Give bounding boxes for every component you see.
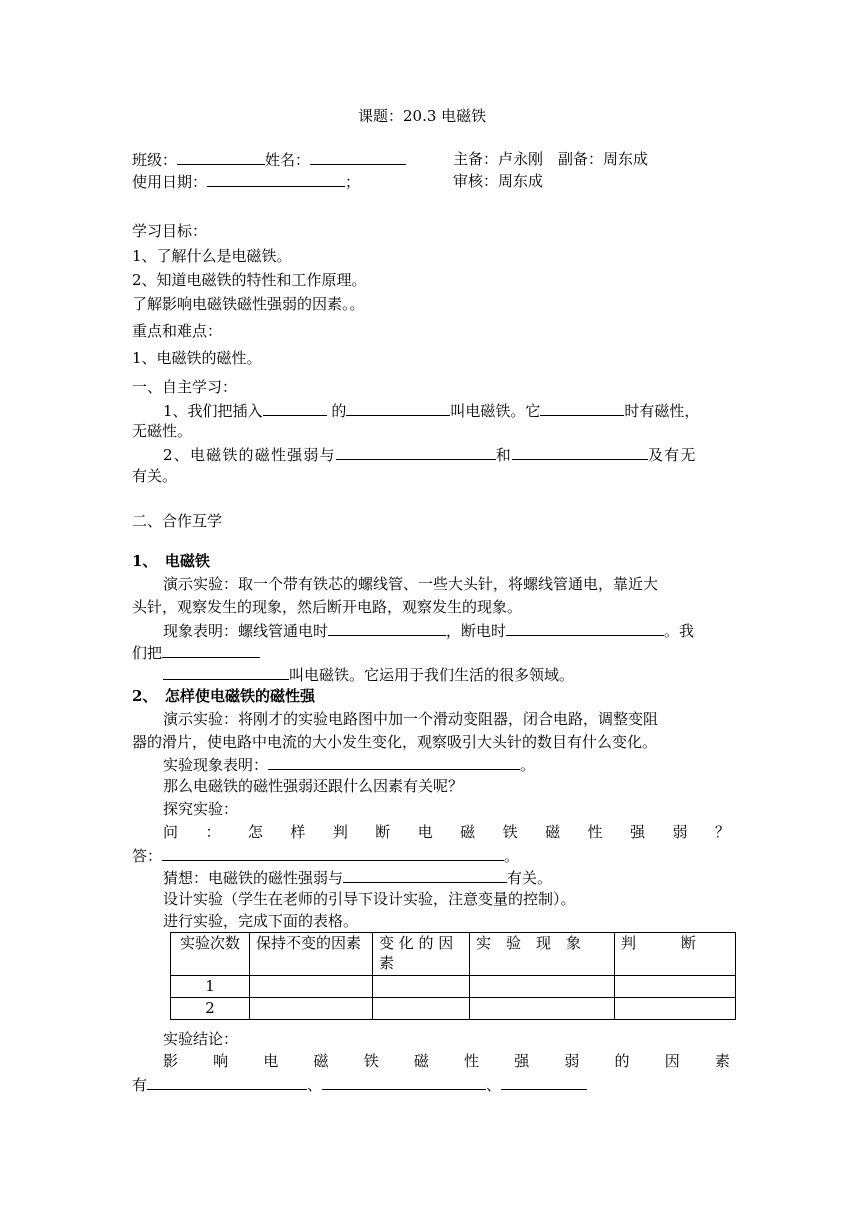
- factor-char: 的: [614, 1052, 630, 1070]
- factor-cont-line: [132, 1074, 587, 1095]
- section-1-title: 1、 电磁铁: [132, 552, 210, 570]
- obs-text: ，断电时: [446, 622, 507, 640]
- ask-line: [163, 822, 730, 842]
- conclusion-label: 实验结论：: [163, 1030, 239, 1048]
- factor-char: 强: [514, 1052, 530, 1070]
- q2-blank-2[interactable]: [512, 444, 648, 460]
- s1-demo: 演示实验：取一个带有铁芯的螺线管、一些大头针，将螺线管通电，靠近大: [163, 575, 659, 593]
- ask-char: 断: [375, 823, 391, 841]
- factor-char: 响: [213, 1052, 229, 1070]
- table-cell[interactable]: [373, 976, 470, 998]
- self-study-q2: [163, 444, 697, 465]
- s2-question: 那么电磁铁的磁性强弱还跟什么因素有关呢？: [163, 777, 464, 795]
- coop-heading: 二、合作互学: [132, 512, 223, 530]
- factor-char: 磁: [413, 1052, 429, 1070]
- obs-blank-2[interactable]: [506, 620, 664, 636]
- answer-line: [132, 845, 519, 866]
- q2-blank-1[interactable]: [336, 444, 496, 460]
- experiment-table: [170, 932, 736, 1020]
- class-name-line: [132, 149, 406, 170]
- factor-cont: 有: [132, 1076, 148, 1094]
- objective-item: 了解影响电磁铁磁性强弱的因素。。: [132, 295, 365, 313]
- s2-demo: 器的滑片，使电路中电流的大小发生变化，观察吸引大头针的数目有什么变化。: [132, 733, 658, 751]
- table-header: 判 断: [615, 933, 736, 976]
- objective-item: 2、知道电磁铁的特性和工作原理。: [132, 271, 367, 289]
- date-blank[interactable]: [207, 171, 345, 187]
- conduct-line: 进行实验，完成下面的表格。: [163, 912, 359, 930]
- guess-text: 有关。: [507, 869, 553, 887]
- result-label: 实验现象表明：: [163, 756, 269, 774]
- q2-text: 和: [495, 446, 512, 464]
- answer-blank[interactable]: [162, 845, 504, 861]
- ask-char: 性: [587, 823, 603, 841]
- self-study-q1: [163, 400, 699, 421]
- factor-line: [163, 1051, 730, 1071]
- class-blank[interactable]: [177, 149, 265, 165]
- guess-text: 猜想：电磁铁的磁性强弱与: [163, 869, 344, 887]
- objectives-heading: 学习目标：: [132, 222, 208, 240]
- q1-text: 叫电磁铁。它: [450, 402, 541, 420]
- factor-char: 铁: [363, 1052, 379, 1070]
- s1-blank-4[interactable]: [163, 664, 289, 680]
- answer-end: 。: [504, 847, 520, 865]
- ask-char: 磁: [460, 823, 476, 841]
- s1-demo: 头针，观察发生的现象，然后断开电路，观察发生的现象。: [132, 598, 523, 616]
- name-blank[interactable]: [310, 149, 406, 165]
- table-cell[interactable]: [250, 998, 373, 1020]
- factor-char: 电: [263, 1052, 279, 1070]
- result-end: 。: [520, 756, 536, 774]
- table-header: 实验次数: [171, 933, 250, 976]
- factor-char: 素: [714, 1052, 730, 1070]
- factor-char: 性: [464, 1052, 480, 1070]
- key-points-heading: 重点和难点：: [132, 322, 223, 340]
- factor-blank-2[interactable]: [322, 1074, 486, 1090]
- ask-char: ：: [205, 823, 221, 841]
- ask-char: 强: [629, 823, 645, 841]
- obs-text: 现象表明：螺线管通电时: [163, 622, 329, 640]
- factor-char: 弱: [564, 1052, 580, 1070]
- ask-char: 弱: [672, 823, 688, 841]
- guess-line: [163, 867, 552, 888]
- factor-char: 因: [664, 1052, 680, 1070]
- separator: 、: [307, 1076, 323, 1094]
- table-cell-trial: 2: [171, 998, 250, 1020]
- obs-text: 。我: [664, 622, 695, 640]
- ask-char: 样: [290, 823, 306, 841]
- table-cell[interactable]: [250, 976, 373, 998]
- q2-continuation: 有关。: [132, 467, 178, 485]
- q1-text: 1、我们把插入: [163, 402, 263, 420]
- reviewer: 审核：周东成: [453, 172, 544, 190]
- ask-char: ？: [714, 823, 730, 841]
- q1-text: 的: [331, 402, 347, 420]
- ask-char: 磁: [545, 823, 561, 841]
- s1-cont: [132, 642, 260, 663]
- s1-observation: [163, 620, 694, 641]
- ask-char: 判: [332, 823, 348, 841]
- q1-continuation: 无磁性。: [132, 422, 193, 440]
- factor-blank-1[interactable]: [147, 1074, 307, 1090]
- table-header: 实 验 现 象: [470, 933, 615, 976]
- table-header: 保持不变的因素: [250, 933, 373, 976]
- table-header-row: [171, 933, 736, 976]
- factor-blank-3[interactable]: [501, 1074, 587, 1090]
- result-blank[interactable]: [268, 754, 520, 770]
- q2-text: 2、电磁铁的磁性强弱与: [163, 446, 336, 464]
- ask-char: 电: [417, 823, 433, 841]
- table-cell[interactable]: [373, 998, 470, 1020]
- s2-result: [163, 754, 535, 775]
- table-row: [171, 998, 736, 1020]
- cont-text: 叫电磁铁。它运用于我们生活的很多领域。: [289, 666, 575, 684]
- page-title: 课题：20.3 电磁铁: [358, 107, 487, 125]
- ask-char: 怎: [247, 823, 263, 841]
- table-header: 变 化 的 因素: [373, 933, 470, 976]
- ask-char: 铁: [502, 823, 518, 841]
- key-point-item: 1、电磁铁的磁性。: [132, 349, 262, 367]
- table-cell-trial: 1: [171, 976, 250, 998]
- q1-blank-1[interactable]: [263, 400, 327, 416]
- editors: 主备：卢永刚 副备：周东成: [453, 150, 649, 168]
- objective-item: 1、了解什么是电磁铁。: [132, 247, 292, 265]
- ask-char: 问: [163, 823, 179, 841]
- date-label: 使用日期：: [132, 173, 208, 191]
- guess-blank[interactable]: [343, 867, 507, 883]
- date-suffix: ；: [345, 173, 361, 191]
- q1-blank-2[interactable]: [346, 400, 450, 416]
- table-cell[interactable]: [470, 976, 615, 998]
- table-cell[interactable]: [615, 976, 736, 998]
- name-label: 姓名：: [265, 151, 311, 169]
- q1-text: 时有磁性，: [624, 402, 700, 420]
- s1-blank-3[interactable]: [162, 642, 260, 658]
- design-line: 设计实验（学生在老师的引导下设计实验，注意变量的控制）。: [163, 890, 576, 908]
- explore-label: 探究实验：: [163, 800, 239, 818]
- separator: 、: [486, 1076, 502, 1094]
- table-cell[interactable]: [470, 998, 615, 1020]
- section-2-title: 2、 怎样使电磁铁的磁性强: [132, 687, 315, 705]
- table-row: [171, 976, 736, 998]
- class-label: 班级：: [132, 151, 178, 169]
- answer-label: 答：: [132, 847, 163, 865]
- table-cell[interactable]: [615, 998, 736, 1020]
- q2-text: 及有无: [647, 446, 697, 464]
- obs-blank-1[interactable]: [328, 620, 446, 636]
- self-study-heading: 一、自主学习：: [132, 378, 238, 396]
- q1-blank-3[interactable]: [540, 400, 624, 416]
- cont-text: 们把: [132, 644, 163, 662]
- factor-char: 影: [163, 1052, 179, 1070]
- factor-char: 磁: [313, 1052, 329, 1070]
- s2-demo: 演示实验：将刚才的实验电路图中加一个滑动变阻器，闭合电路，调整变阻: [163, 710, 659, 728]
- s1-cont-2: [163, 664, 574, 685]
- date-line: [132, 171, 360, 192]
